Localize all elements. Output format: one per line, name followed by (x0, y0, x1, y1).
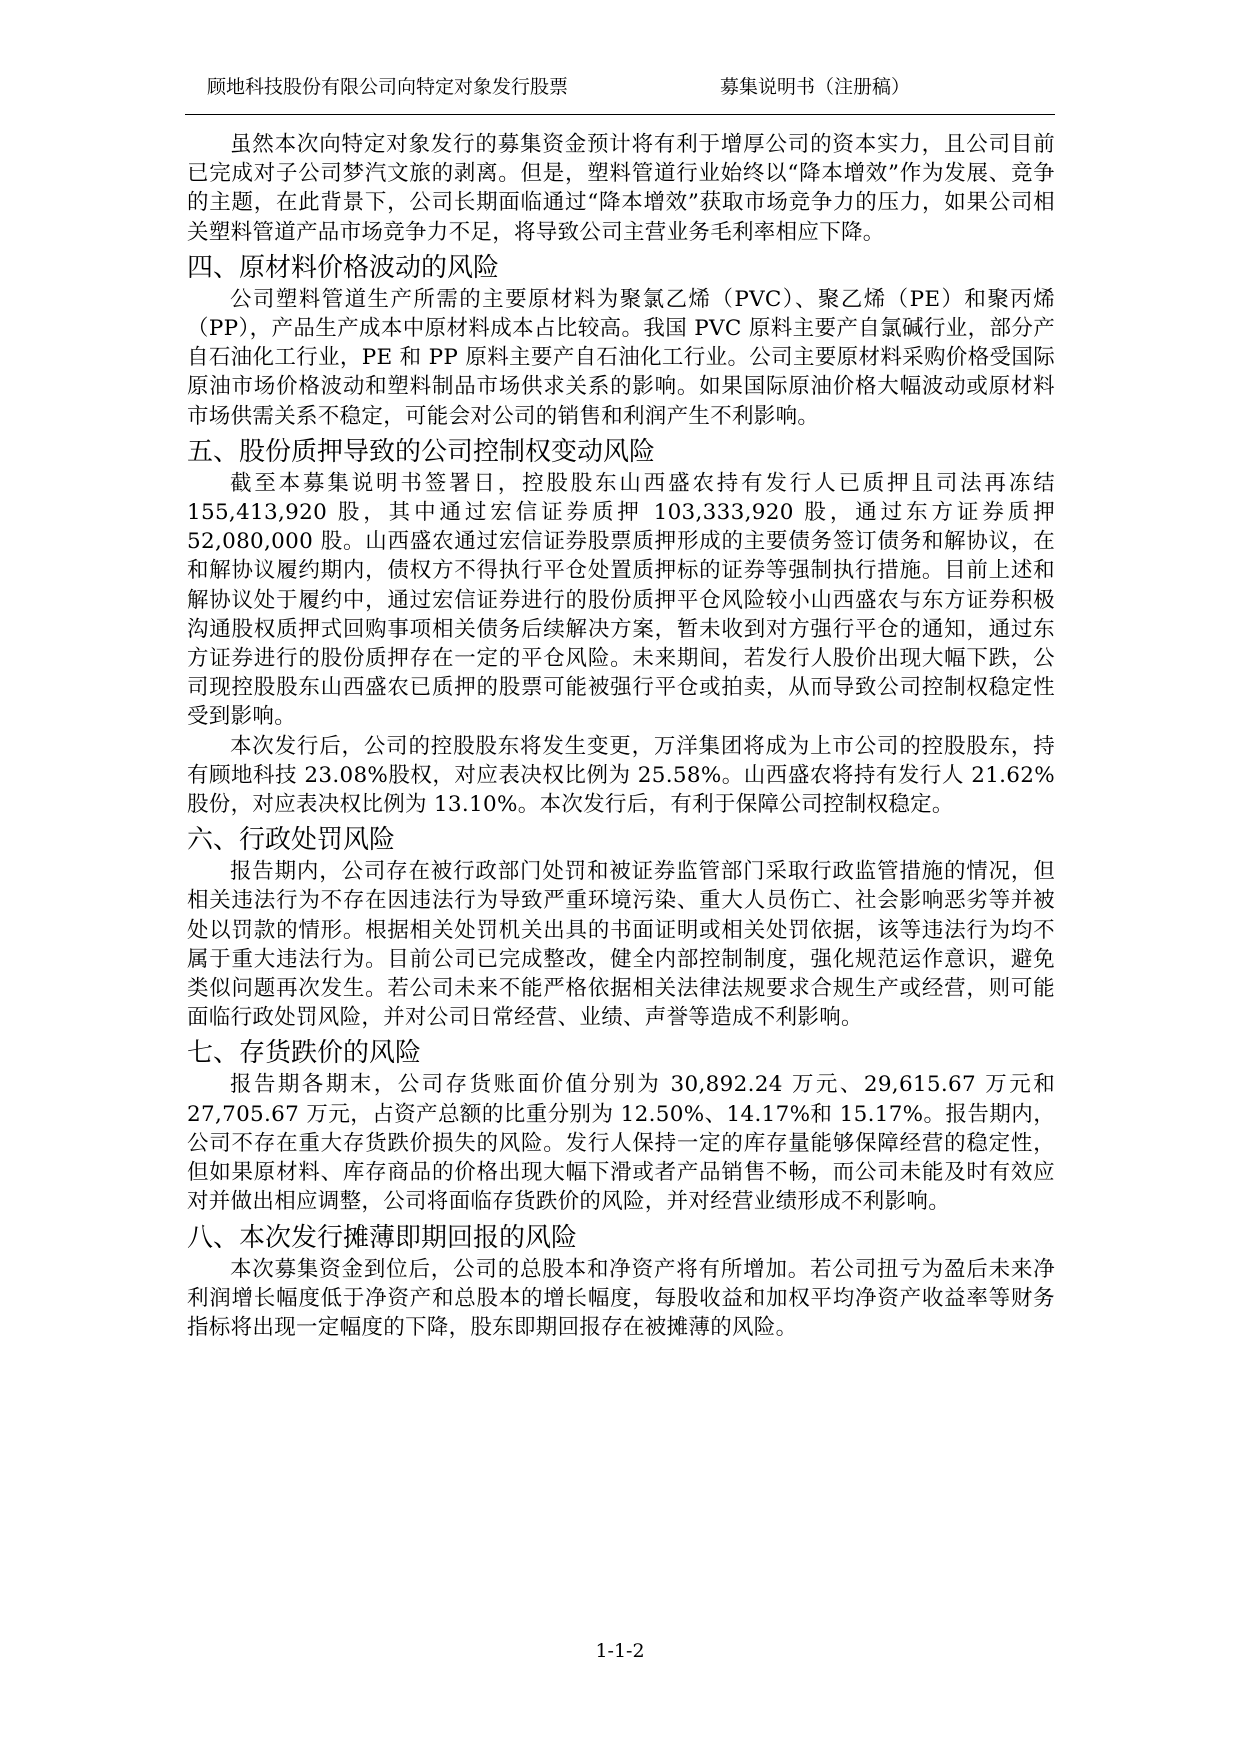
section-8-heading: 八、本次发行摊薄即期回报的风险 (187, 1222, 578, 1253)
page-number: 1-1-2 (595, 1640, 645, 1662)
section-6-heading: 六、行政处罚风险 (187, 825, 396, 856)
page-header (185, 72, 1055, 102)
section-4-paragraph: 公司塑料管道生产所需的主要原材料为聚氯乙烯（PVC）、聚乙烯（PE）和聚丙烯（PP），产品生产成本中原材料成本占比较高。我国 PVC 原料主要产自氯碱行业，部分产自石油化工行业，PE 和 PP 原料主要产自石油化工行业。公司主要原材料采购价格受国际原油市场价格波动和塑料制品市场供求关系的影响。如果国际原油价格大幅波动或原材料市场供需关系不稳定，可能会对公司的销售和利润产生不利影响。 (187, 286, 1055, 429)
section-7-heading: 七、存货跌价的风险 (187, 1038, 422, 1069)
section-4-heading: 四、原材料价格波动的风险 (187, 252, 500, 283)
page-body (187, 130, 1055, 1342)
header-document-title: 顾地科技股份有限公司向特定对象发行股票 (207, 76, 569, 98)
header-divider (185, 114, 1055, 115)
section-7-paragraph: 报告期各期末，公司存货账面价值分别为 30,892.24 万元、29,615.67 万元和 27,705.67 万元，占资产总额的比重分别为 12.50%、14.17%和 15.17%。报告期内，公司不存在重大存货跌价损失的风险。发行人保持一定的库存量能够保障经营的稳定性，但如果原材料、库存商品的价格出现大幅下滑或者产品销售不畅，而公司未能及时有效应对并做出相应调整，公司将面临存货跌价的风险，并对经营业绩形成不利影响。 (187, 1072, 1055, 1215)
header-document-type: 募集说明书（注册稿） (720, 76, 911, 98)
section-6-paragraph: 报告期内，公司存在被行政部门处罚和被证券监管部门采取行政监管措施的情况，但相关违法行为不存在因违法行为导致严重环境污染、重大人员伤亡、社会影响恶劣等并被处以罚款的情形。根据相关处罚机关出具的书面证明或相关处罚依据，该等违法行为均不属于重大违法行为。目前公司已完成整改，健全内部控制制度，强化规范运作意识，避免类似问题再次发生。若公司未来不能严格依据相关法律法规要求合规生产或经营，则可能面临行政处罚风险，并对公司日常经营、业绩、声誉等造成不利影响。 (187, 859, 1055, 1031)
section-8-paragraph: 本次募集资金到位后，公司的总股本和净资产将有所增加。若公司扭亏为盈后未来净利润增长幅度低于净资产和总股本的增长幅度，每股收益和加权平均净资产收益率等财务指标将出现一定幅度的下降，股东即期回报存在被摊薄的风险。 (187, 1256, 1055, 1340)
section-5-paragraph-2: 本次发行后，公司的控股股东将发生变更，万洋集团将成为上市公司的控股股东，持有顾地科技 23.08%股权，对应表决权比例为 25.58%。山西盛农将持有发行人 21.62%股份，对应表决权比例为 13.10%。本次发行后，有利于保障公司控制权稳定。 (187, 733, 1055, 818)
section-5-heading: 五、股份质押导致的公司控制权变动风险 (187, 436, 656, 467)
intro-paragraph: 虽然本次向特定对象发行的募集资金预计将有利于增厚公司的资本实力，且公司目前已完成对子公司梦汽文旅的剥离。但是，塑料管道行业始终以“降本增效”作为发展、竞争的主题，在此背景下，公司长期面临通过“降本增效”获取市场竞争力的压力，如果公司相关塑料管道产品市场竞争力不足，将导致公司主营业务毛利率相应下降。 (187, 132, 1055, 245)
section-5-paragraph-1: 截至本募集说明书签署日，控股股东山西盛农持有发行人已质押且司法再冻结 155,413,920 股，其中通过宏信证券质押 103,333,920 股，通过东方证券质押 52,080,000 股。山西盛农通过宏信证券股票质押形成的主要债务签订债务和解协议，在和解协议履约期内，债权方不得执行平仓处置质押标的证券等强制执行措施。目前上述和解协议处于履约中，通过宏信证券进行的股份质押平仓风险较小山西盛农与东方证券积极沟通股权质押式回购事项相关债务后续解决方案，暂未收到对方强行平仓的通知，通过东方证券进行的股份质押存在一定的平仓风险。未来期间，若发行人股价出现大幅下跌，公司现控股股东山西盛农已质押的股票可能被强行平仓或拍卖，从而导致公司控制权稳定性受到影响。 (187, 470, 1055, 730)
